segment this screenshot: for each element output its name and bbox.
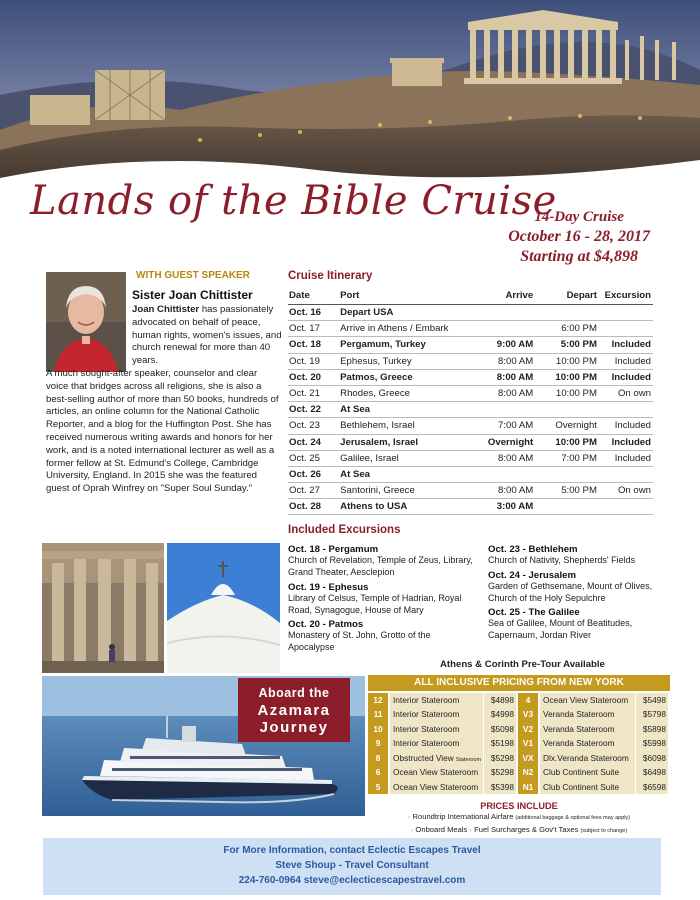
price-amount: $5298 (484, 765, 516, 779)
price-amount: $5498 (636, 693, 668, 707)
price-amount: $5198 (484, 736, 516, 750)
price-category: 4 (518, 693, 538, 707)
excursion-heading: Oct. 23 - Bethlehem (488, 544, 578, 555)
header-excursion: Excursion (604, 290, 652, 301)
price-description-text: Obstructed View (393, 752, 454, 763)
price-description (540, 707, 635, 721)
itinerary-port: Rhodes, Greece (340, 388, 411, 400)
speaker-bio-name: Joan Chittister (132, 304, 200, 315)
price-description (540, 693, 635, 707)
prices-include-title: PRICES INCLUDE (480, 801, 558, 812)
price-category: 11 (368, 707, 388, 721)
itinerary-port: Athens to USA (340, 501, 408, 513)
excursion-bethlehem (488, 544, 678, 567)
price-amount: $5098 (484, 722, 516, 736)
itinerary-row (288, 305, 653, 321)
speaker-bio-rest: A much sought-after speaker, counselor and clear voice that bridges across all religions, she is also a best-selling author of more than 50 books, hundreds of articles, an online column for the National Catholic Reporter, and a blog for the Huffington Post. She has received numerous writing awards and honors for her work, and is a noted international lecturer as well as a former fellow at St. Edmund's College, Cambridge University, England. In 2015 she was the featured guest of Oprah Winfrey on "Super Soul Sunday." (46, 367, 279, 495)
footer-line3: 224-760-0964 steve@eclecticescapestravel.com (238, 875, 466, 886)
itinerary-date: Oct. 27 (289, 485, 320, 497)
itinerary-excursion: On own (617, 388, 652, 400)
includes-note: (subject to change) (580, 828, 628, 835)
excursions-title: Included Excursions (288, 524, 401, 536)
header-arrive: Arrive (505, 290, 534, 301)
itinerary-port: Galilee, Israel (340, 452, 399, 464)
price-description (390, 765, 483, 779)
itinerary-date: Oct. 20 (289, 371, 321, 383)
price-category: 10 (368, 722, 388, 736)
itinerary-depart: 10:00 PM (555, 388, 597, 400)
itinerary-arrive: 9:00 AM (496, 339, 534, 351)
footer-line2: Steve Shoup - Travel Consultant (275, 860, 429, 871)
price-category: V1 (518, 736, 538, 750)
price-category: VX (518, 751, 538, 765)
itinerary-row (288, 483, 653, 499)
itinerary-port: Pergamum, Turkey (340, 339, 426, 351)
itinerary-row (288, 451, 653, 467)
price-description (390, 736, 483, 750)
price-description-text: Interior Stateroom (393, 695, 460, 705)
price-amount: $6498 (636, 765, 668, 779)
price-description-text: Dlx.Veranda Stateroom (543, 752, 629, 763)
itinerary-date: Oct. 23 (289, 420, 320, 432)
ship-badge (238, 678, 350, 742)
excursion-heading: Oct. 25 - The Galilee (488, 607, 580, 618)
itinerary-row (288, 402, 653, 418)
price-row (518, 780, 670, 794)
footer-line1: For More Information, contact Eclectic Escapes Travel (223, 845, 481, 856)
itinerary-row (288, 418, 653, 434)
includes-note: (additional baggage & optional fees may apply) (515, 815, 631, 822)
itinerary-depart: Overnight (555, 420, 597, 432)
itinerary-arrive: 8:00 AM (496, 371, 534, 383)
price-description (540, 751, 635, 765)
pricing-column-right (518, 693, 670, 794)
itinerary-row (288, 337, 653, 353)
itinerary-arrive: Overnight (487, 436, 534, 448)
itinerary-date: Oct. 22 (289, 404, 321, 416)
price-amount: $5398 (484, 780, 516, 794)
price-row (518, 693, 670, 707)
price-amount: $5298 (484, 751, 516, 765)
excursion-heading: Oct. 19 - Ephesus (288, 582, 369, 593)
price-description-text: Ocean View Stateroom (543, 695, 629, 705)
excursion-text: Garden of Gethsemane, Mount of Olives, Church of the Holy Sepulchre (488, 581, 653, 603)
price-category: V2 (518, 722, 538, 736)
price-description-text: Veranda Stateroom (543, 709, 615, 720)
speaker-bio-intro: has passionately advocated on behalf of peace, human rights, women's issues, and church renewal for more than 40 years. (132, 304, 282, 367)
itinerary-row (288, 435, 653, 451)
itinerary-excursion: Included (611, 436, 652, 448)
itinerary-date: Oct. 21 (289, 388, 320, 400)
price-description-note: Stateroom (455, 756, 482, 763)
price-description-text: Ocean View Stateroom (393, 781, 479, 792)
itinerary-title: Cruise Itinerary (288, 270, 373, 282)
guest-speaker-label: WITH GUEST SPEAKER (136, 270, 250, 281)
itinerary-excursion: Included (611, 371, 652, 383)
price-category: 12 (368, 693, 388, 707)
itinerary-depart: 10:00 PM (555, 371, 597, 383)
itinerary-excursion: Included (614, 420, 652, 432)
includes-text: · Onboard Meals · Fuel Surcharges & Gov't Taxes (410, 825, 579, 835)
pricing-table (368, 675, 670, 848)
itinerary-row (288, 370, 653, 386)
itinerary-depart: 7:00 PM (561, 452, 597, 464)
itinerary-port: Jerusalem, Israel (340, 436, 419, 448)
itinerary-port: Patmos, Greece (340, 371, 413, 383)
itinerary-port: Ephesus, Turkey (340, 355, 412, 367)
itinerary-arrive: 8:00 AM (498, 485, 534, 497)
excursion-heading: Oct. 18 - Pergamum (288, 544, 379, 555)
itinerary-port: Santorini, Greece (340, 485, 415, 497)
speaker-bio (46, 304, 282, 496)
itinerary-arrive: 8:00 AM (498, 355, 534, 367)
ship-badge-line3: Journey (259, 719, 329, 736)
price-category: N2 (518, 765, 538, 779)
excursion-heading: Oct. 24 - Jerusalem (488, 570, 576, 581)
page-title: Lands of the Bible Cruise (30, 178, 557, 224)
includes-line (368, 811, 670, 824)
itinerary-date: Oct. 19 (289, 355, 320, 367)
itinerary-arrive: 3:00 AM (496, 501, 534, 513)
excursion-pergamum (288, 544, 480, 578)
price-description (540, 765, 635, 779)
itinerary-depart: 10:00 PM (555, 436, 597, 448)
itinerary-row (288, 386, 653, 402)
excursion-ephesus (288, 582, 480, 616)
excursion-galilee (488, 607, 668, 641)
itinerary-depart: 6:00 PM (561, 323, 597, 335)
price-row (518, 736, 670, 750)
itinerary-port: At Sea (340, 468, 371, 480)
price-category: V3 (518, 707, 538, 721)
itinerary-date: Oct. 16 (289, 307, 321, 319)
itinerary-date: Oct. 25 (289, 452, 320, 464)
itinerary-excursion: Included (614, 355, 652, 367)
excursion-patmos (288, 619, 448, 653)
price-description-text: Veranda Stateroom (543, 723, 615, 734)
itinerary-header-row (288, 290, 653, 305)
price-row (368, 751, 518, 765)
header-date: Date (289, 290, 310, 301)
header-port: Port (340, 290, 360, 301)
itinerary-depart: 10:00 PM (555, 355, 597, 367)
price-row (518, 765, 670, 779)
price-description (390, 751, 483, 765)
price-description (390, 707, 483, 721)
itinerary-table (288, 270, 653, 515)
price-description-text: Interior Stateroom (393, 709, 460, 720)
hero-image-acropolis (0, 0, 700, 200)
itinerary-excursion: On own (617, 485, 652, 497)
excursion-text: Library of Celsus, Temple of Hadrian, Royal Road, Synagogue, House of Mary (288, 593, 462, 615)
price-amount: $4998 (484, 707, 516, 721)
price-row (518, 722, 670, 736)
pricing-column-left (368, 693, 518, 794)
ship-badge-line1: Aboard the (258, 686, 330, 700)
price-description (390, 780, 483, 794)
excursion-jerusalem (488, 570, 680, 604)
itinerary-excursion: Included (611, 339, 652, 351)
price-row (368, 707, 518, 721)
itinerary-date: Oct. 18 (289, 339, 321, 351)
itinerary-row (288, 467, 653, 483)
itinerary-arrive: 8:00 AM (498, 452, 534, 464)
excursion-heading: Oct. 20 - Patmos (288, 619, 364, 630)
trip-info (508, 208, 650, 267)
itinerary-port: Depart USA (340, 307, 394, 319)
speaker-name: Sister Joan Chittister (132, 288, 253, 302)
trip-dates: October 16 - 28, 2017 (508, 228, 650, 245)
itinerary-depart: 5:00 PM (561, 485, 597, 497)
price-amount: $5898 (636, 722, 668, 736)
price-description-text: Club Continent Suite (543, 781, 620, 792)
excursion-text: Sea of Galilee, Mount of Beatitudes, Capernaum, Jordan River (488, 618, 633, 640)
itinerary-excursion: Included (614, 452, 652, 464)
price-row (368, 722, 518, 736)
itinerary-row (288, 321, 653, 337)
price-amount: $4898 (484, 693, 516, 707)
price-description-text: Ocean View Stateroom (393, 767, 479, 778)
price-description-text: Veranda Stateroom (543, 738, 615, 749)
itinerary-date: Oct. 17 (289, 323, 320, 335)
itinerary-arrive: 7:00 AM (498, 420, 534, 432)
header-depart: Depart (566, 290, 597, 301)
includes-line (368, 824, 670, 837)
excursion-text: Monastery of St. John, Grotto of the Apocalypse (288, 630, 431, 652)
itinerary-date: Oct. 28 (289, 501, 321, 513)
itinerary-date: Oct. 24 (289, 436, 321, 448)
contact-footer (43, 838, 661, 895)
price-row (368, 736, 518, 750)
itinerary-port: Arrive in Athens / Embark (340, 323, 449, 335)
price-amount: $6098 (636, 751, 668, 765)
itinerary-depart: 5:00 PM (560, 339, 597, 351)
price-row (368, 765, 518, 779)
price-row (368, 780, 518, 794)
price-description (390, 722, 483, 736)
price-description-text: Interior Stateroom (393, 723, 460, 734)
includes-text: · Roundtrip International Airfare (407, 812, 514, 822)
itinerary-row (288, 354, 653, 370)
price-amount: $5798 (636, 707, 668, 721)
itinerary-date: Oct. 26 (289, 468, 321, 480)
price-category: 9 (368, 736, 388, 750)
price-description-text: Club Continent Suite (543, 767, 620, 778)
price-row (368, 693, 518, 707)
itinerary-row (288, 499, 653, 515)
trip-starting-price: Starting at $4,898 (520, 248, 639, 265)
pricing-title: ALL INCLUSIVE PRICING FROM NEW YORK (368, 675, 670, 691)
price-amount: $6598 (636, 780, 668, 794)
price-description (540, 722, 635, 736)
price-row (518, 707, 670, 721)
price-description-text: Interior Stateroom (393, 738, 460, 749)
price-category: 8 (368, 751, 388, 765)
price-category: 6 (368, 765, 388, 779)
price-amount: $5998 (636, 736, 668, 750)
price-description (540, 780, 635, 794)
itinerary-port: Bethlehem, Israel (340, 420, 415, 432)
pretour-note: Athens & Corinth Pre-Tour Available (440, 659, 605, 670)
price-description (390, 693, 483, 707)
itinerary-arrive: 8:00 AM (498, 388, 534, 400)
price-description (540, 736, 635, 750)
photo-ephesus-ruins (42, 543, 164, 673)
excursion-text: Church of Revelation, Temple of Zeus, Library, Grand Theater, Aesclepion (288, 555, 473, 577)
photo-patmos-church (167, 543, 280, 673)
price-category: N1 (518, 780, 538, 794)
itinerary-port: At Sea (340, 404, 371, 416)
excursion-text: Church of Nativity, Shepherds' Fields (488, 555, 636, 566)
trip-duration: 14-Day Cruise (534, 209, 624, 225)
price-row (518, 751, 670, 765)
ship-badge-line2: Azamara (257, 702, 331, 719)
price-category: 5 (368, 780, 388, 794)
